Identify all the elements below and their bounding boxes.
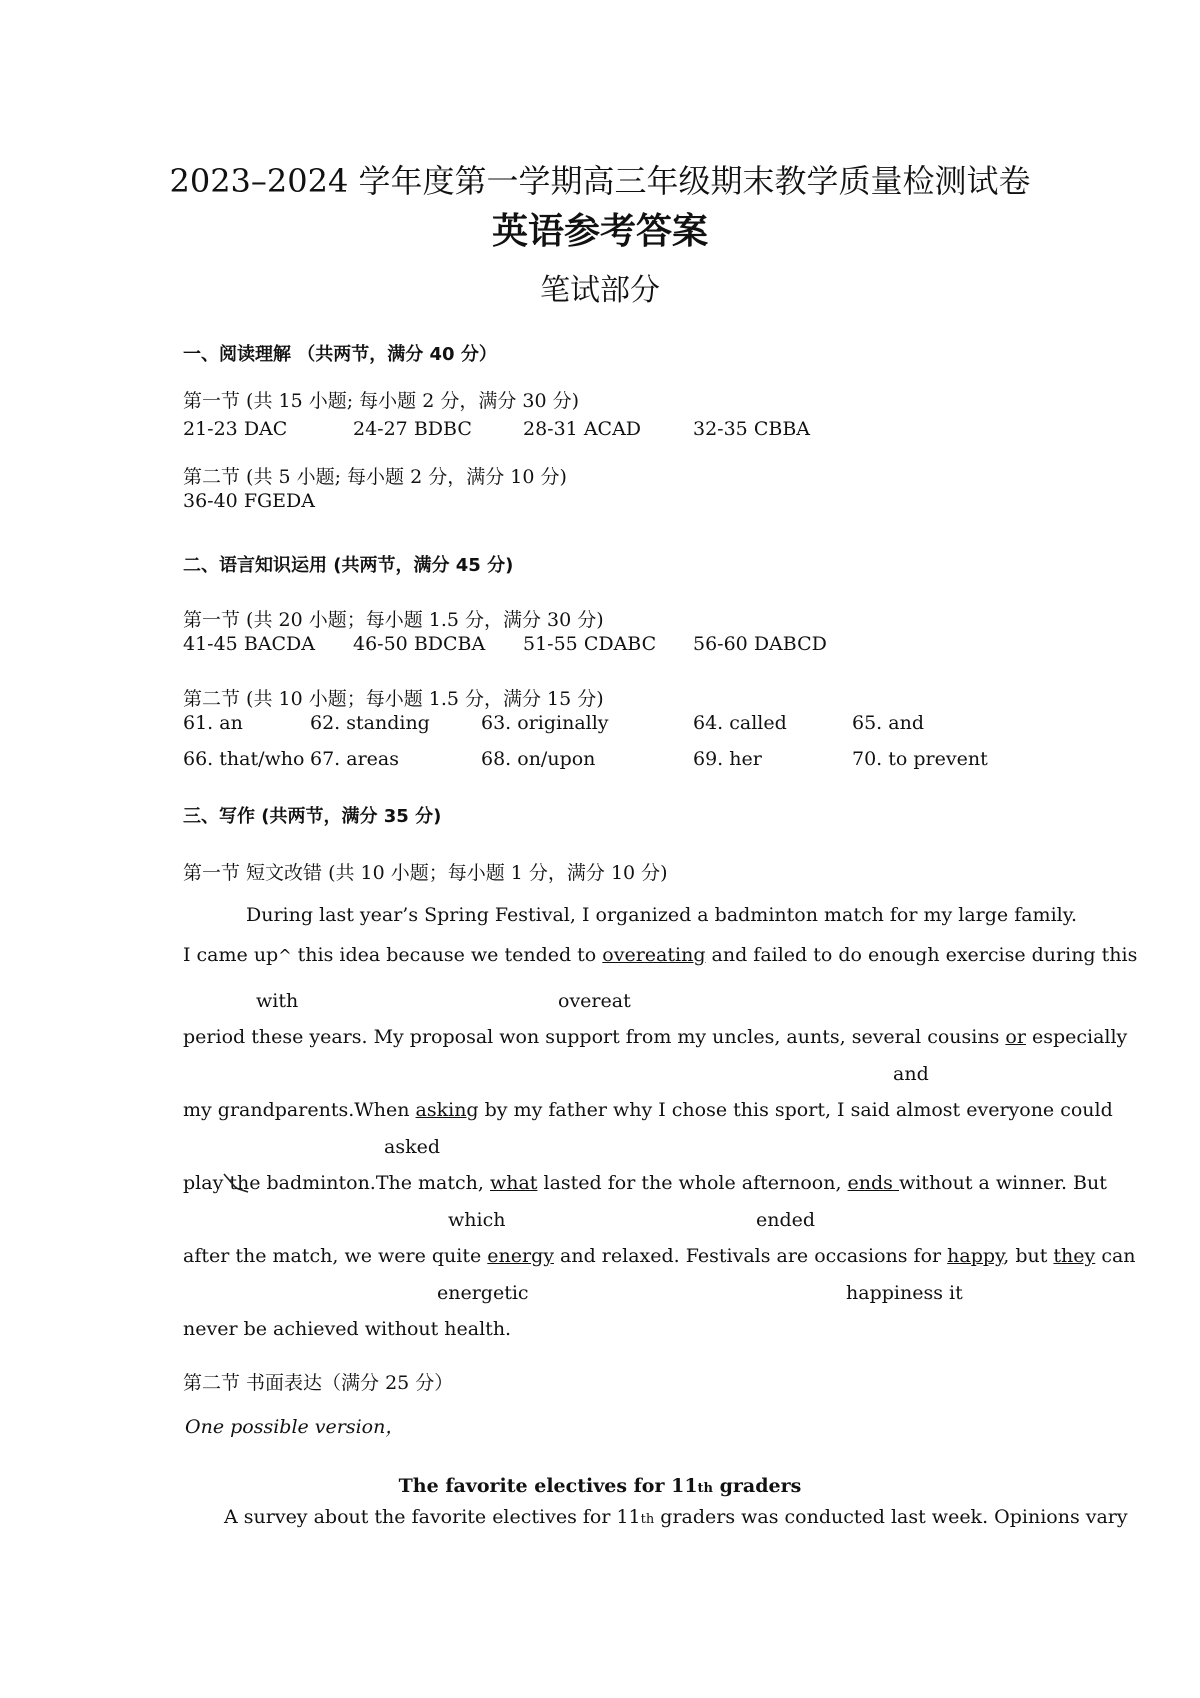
answer-item: 61. an xyxy=(183,712,243,734)
part1-section2-label: 第二节 (共 5 小题; 每小题 2 分，满分 10 分) xyxy=(183,466,567,488)
essay-title: The favorite electives for 11th graders xyxy=(398,1475,802,1497)
answer-group: 36-40 FGEDA xyxy=(183,490,315,512)
part2-heading: 二、语言知识运用 (共两节，满分 45 分) xyxy=(183,555,514,576)
part3-section2-label: 第二节 书面表达（满分 25 分） xyxy=(183,1372,454,1394)
passage-line: my grandparents.When asking by my father why I chose this sport, I said almost everyone could xyxy=(183,1099,1113,1121)
answer-item: 67. areas xyxy=(310,748,399,770)
correction: which xyxy=(448,1209,506,1231)
answer-group: 51-55 CDABC xyxy=(523,633,657,655)
answer-item: 64. called xyxy=(693,712,787,734)
passage-line: after the match, we were quite energy and relaxed. Festivals are occasions for happy, but they can xyxy=(183,1245,1136,1267)
answer-item: 66. that/who xyxy=(183,748,305,770)
correction: it xyxy=(949,1282,963,1304)
delete-mark-icon xyxy=(222,1170,252,1196)
answer-group: 46-50 BDCBA xyxy=(353,633,486,655)
correction: energetic xyxy=(437,1282,529,1304)
passage-line: never be achieved without health. xyxy=(183,1318,512,1340)
part1-heading: 一、阅读理解 （共两节，满分 40 分） xyxy=(183,344,497,365)
part1-section1-label: 第一节 (共 15 小题; 每小题 2 分，满分 30 分) xyxy=(183,390,579,412)
correction: with xyxy=(256,990,299,1012)
part3-section1-label: 第一节 短文改错 (共 10 小题；每小题 1 分，满分 10 分) xyxy=(183,862,668,884)
correction: overeat xyxy=(558,990,631,1012)
answer-item: 65. and xyxy=(852,712,924,734)
passage-line: period these years. My proposal won support from my uncles, aunts, several cousins or especially xyxy=(183,1026,1128,1048)
deleted-word: the xyxy=(229,1172,261,1194)
correction: ended xyxy=(756,1209,816,1231)
essay-line: A survey about the favorite electives for 11th graders was conducted last week. Opinions vary xyxy=(224,1506,1128,1528)
answer-group: 28-31 ACAD xyxy=(523,418,642,440)
answer-item: 70. to prevent xyxy=(852,748,988,770)
answer-group: 21-23 DAC xyxy=(183,418,288,440)
answer-group: 56-60 DABCD xyxy=(693,633,827,655)
answer-item: 62. standing xyxy=(310,712,430,734)
answer-item: 68. on/upon xyxy=(481,748,596,770)
answer-item: 69. her xyxy=(693,748,762,770)
part2-section2-label: 第二节 (共 10 小题；每小题 1.5 分，满分 15 分) xyxy=(183,688,604,710)
exam-title: 2023–2024 学年度第一学期高三年级期末教学质量检测试卷 xyxy=(169,162,1031,200)
version-note: One possible version， xyxy=(185,1416,405,1438)
answer-item: 63. originally xyxy=(481,712,609,734)
answer-group: 32-35 CBBA xyxy=(693,418,810,440)
insert-caret-icon: ^ xyxy=(278,946,292,965)
answer-key-title: 英语参考答案 xyxy=(491,210,708,252)
part3-heading: 三、写作 (共两节，满分 35 分) xyxy=(183,806,442,827)
correction: and xyxy=(893,1063,929,1085)
passage-line: I came up^ this idea because we tended to overeating and failed to do enough exercise during this xyxy=(183,944,1138,966)
correction: happiness xyxy=(846,1282,943,1304)
answer-group: 24-27 BDBC xyxy=(353,418,472,440)
written-part-title: 笔试部分 xyxy=(540,273,660,308)
passage-line: play the badminton.The match, what lasted for the whole afternoon, ends without a winner. But xyxy=(183,1172,1107,1194)
part2-section1-label: 第一节 (共 20 小题；每小题 1.5 分，满分 30 分) xyxy=(183,609,604,631)
correction: asked xyxy=(384,1136,440,1158)
passage-line: During last year’s Spring Festival, I organized a badminton match for my large family. xyxy=(246,904,1077,926)
answer-group: 41-45 BACDA xyxy=(183,633,315,655)
